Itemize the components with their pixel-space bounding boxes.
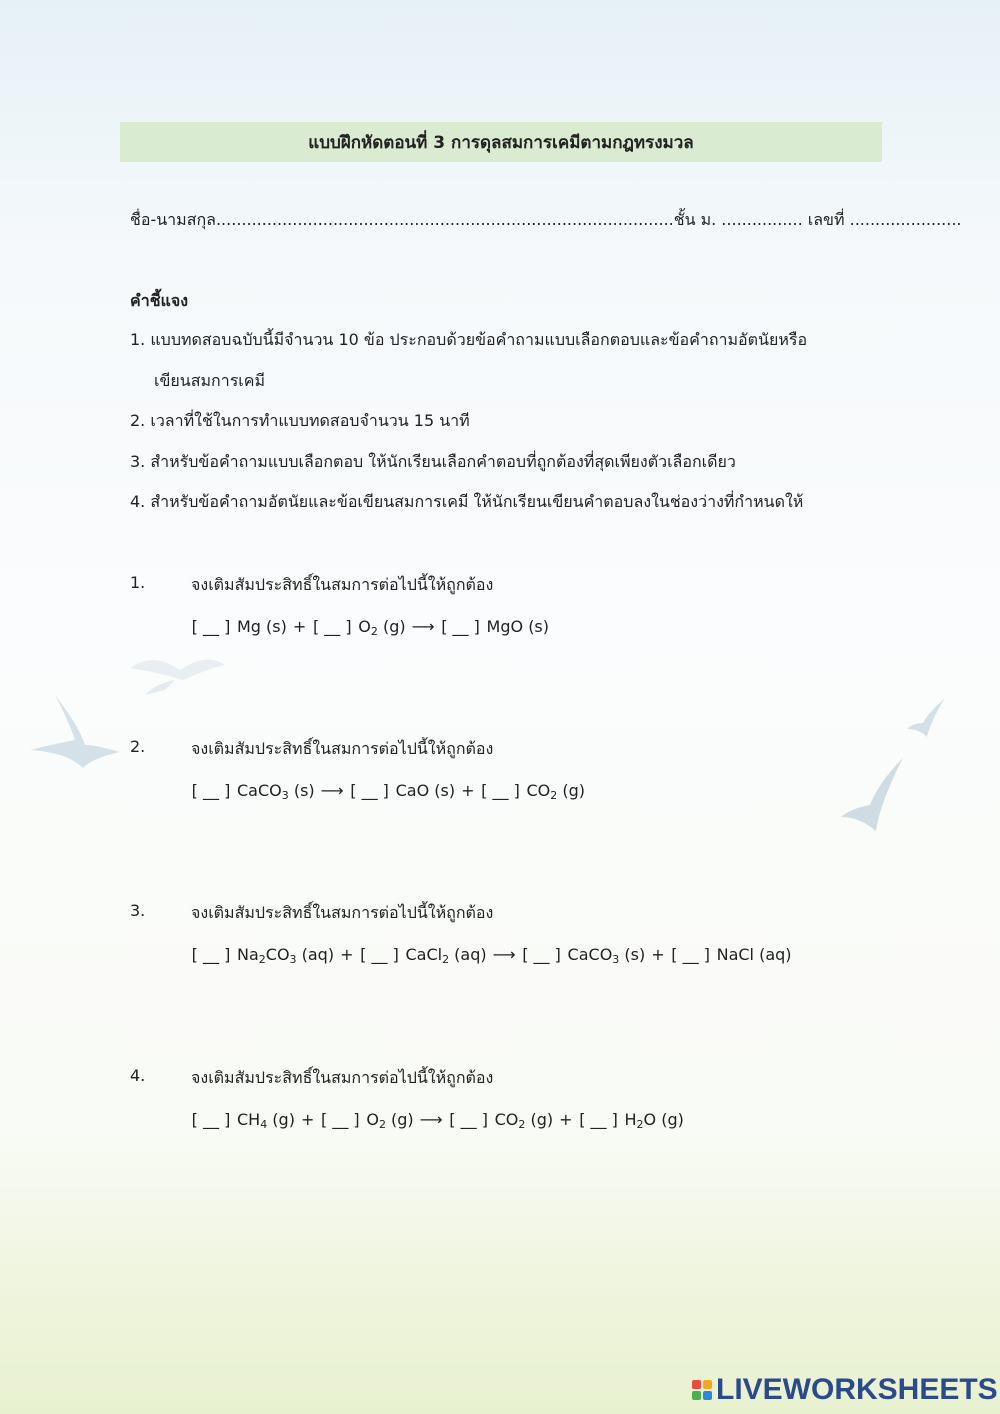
- instructions-heading: คำชี้แจง: [130, 291, 189, 310]
- bird-decoration-icon: [838, 755, 908, 833]
- instruction-item: 1. แบบทดสอบฉบับนี้มีจำนวน 10 ข้อ ประกอบด้วยข้อคำถามแบบเลือกตอบและข้อคำถามอัตนัยหรือ: [130, 330, 808, 349]
- question-number: 4.: [130, 1066, 146, 1085]
- chemical-formula: $O_2$ (g): [366, 1110, 414, 1131]
- plus-sign: +: [292, 617, 307, 636]
- coefficient-blank[interactable]: [ __ ]: [191, 1110, 231, 1129]
- student-info-line[interactable]: ชื่อ-นามสกุล..........................................................................................ชั้น ม. ................ เลขที่ ......................: [130, 210, 962, 229]
- equation-term: [671, 945, 792, 964]
- equation-term: [480, 781, 585, 802]
- bird-decoration-icon: [125, 640, 230, 700]
- equation-term: [522, 945, 646, 966]
- logo-square: [703, 1391, 712, 1400]
- chemical-formula: Mg (s): [237, 617, 287, 636]
- plus-sign: +: [651, 945, 665, 964]
- equation-term: [191, 617, 287, 636]
- chemical-formula: CaO (s): [395, 781, 456, 800]
- coefficient-blank[interactable]: [ __ ]: [321, 1110, 360, 1129]
- equation-term: [441, 617, 549, 636]
- chemical-formula: $O_2$ (g): [358, 617, 406, 638]
- chemical-equation: [191, 781, 585, 802]
- logo-text: LIVEWORKSHEETS: [716, 1373, 998, 1406]
- plus-sign: +: [300, 1110, 315, 1129]
- plus-sign: +: [461, 781, 475, 800]
- bird-decoration-icon: [25, 690, 125, 780]
- coefficient-blank[interactable]: [ __ ]: [449, 1110, 488, 1129]
- coefficient-blank[interactable]: [ __ ]: [360, 945, 399, 964]
- chemical-formula: $CH_4$ (g): [237, 1110, 295, 1131]
- chemical-formula: MgO (s): [486, 617, 550, 636]
- chemical-formula: CaCO$_3$ (s): [567, 945, 646, 966]
- logo-square: [703, 1380, 712, 1389]
- question-number: 3.: [130, 901, 146, 920]
- chemical-formula: $CO_2$ (g): [494, 1110, 554, 1131]
- coefficient-blank[interactable]: [ __ ]: [522, 945, 561, 964]
- coefficient-blank[interactable]: [ __ ]: [481, 781, 520, 800]
- equation-term: [350, 781, 455, 800]
- plus-sign: +: [559, 1110, 573, 1129]
- coefficient-blank[interactable]: [ __ ]: [191, 781, 231, 800]
- instruction-item: 4. สำหรับข้อคำถามอัตนัยและข้อเขียนสมการเคมี ให้นักเรียนเขียนคำตอบลงในช่องว่างที่กำหนดให้: [130, 492, 804, 511]
- coefficient-blank[interactable]: [ __ ]: [191, 617, 231, 636]
- liveworksheets-logo: [692, 1372, 998, 1408]
- liveworksheets-mark-icon: [692, 1380, 712, 1400]
- equation-term: [359, 945, 486, 966]
- question-number: 1.: [130, 573, 146, 592]
- equation-term: [320, 1110, 413, 1131]
- reaction-arrow-icon: ⟶: [411, 617, 435, 636]
- chemical-equation: [191, 1110, 684, 1131]
- coefficient-blank[interactable]: [ __ ]: [671, 945, 710, 964]
- chemical-formula: $CO_2$ (g): [526, 781, 585, 802]
- chemical-formula: NaCl (aq): [716, 945, 792, 964]
- question-prompt: จงเติมสัมประสิทธิ์ในสมการต่อไปนี้ให้ถูกต้อง: [191, 1068, 494, 1087]
- chemical-formula: CaCO$_3$ (s): [237, 781, 315, 802]
- coefficient-blank[interactable]: [ __ ]: [312, 617, 352, 636]
- chemical-formula: $H_2O$ (g): [624, 1110, 684, 1131]
- coefficient-blank[interactable]: [ __ ]: [579, 1110, 618, 1129]
- logo-square: [692, 1380, 701, 1389]
- question-prompt: จงเติมสัมประสิทธิ์ในสมการต่อไปนี้ให้ถูกต้อง: [191, 903, 494, 922]
- equation-term: [191, 1110, 295, 1131]
- coefficient-blank[interactable]: [ __ ]: [191, 945, 231, 964]
- instruction-item: 2. เวลาที่ใช้ในการทำแบบทดสอบจำนวน 15 นาที: [130, 411, 470, 430]
- coefficient-blank[interactable]: [ __ ]: [441, 617, 480, 636]
- question-prompt: จงเติมสัมประสิทธิ์ในสมการต่อไปนี้ให้ถูกต้อง: [191, 575, 494, 594]
- equation-term: [312, 617, 405, 638]
- bird-decoration-icon: [905, 695, 950, 740]
- chemical-formula: $Na_2CO_3$ (aq): [237, 945, 335, 966]
- question-number: 2.: [130, 737, 146, 756]
- equation-term: [449, 1110, 554, 1131]
- coefficient-blank[interactable]: [ __ ]: [350, 781, 389, 800]
- equation-term: [191, 945, 334, 966]
- chemical-formula: CaCl$_2$ (aq): [405, 945, 487, 966]
- chemical-equation: [191, 617, 549, 638]
- chemical-equation: [191, 945, 792, 966]
- reaction-arrow-icon: ⟶: [320, 781, 344, 800]
- equation-term: [191, 781, 315, 802]
- question-prompt: จงเติมสัมประสิทธิ์ในสมการต่อไปนี้ให้ถูกต้อง: [191, 739, 494, 758]
- plus-sign: +: [340, 945, 354, 964]
- equation-term: [579, 1110, 684, 1131]
- worksheet-title: แบบฝึกหัดตอนที่ 3 การดุลสมการเคมีตามกฎทรงมวล: [120, 122, 882, 162]
- reaction-arrow-icon: ⟶: [492, 945, 516, 964]
- instruction-item-continued: เขียนสมการเคมี: [154, 371, 266, 390]
- logo-square: [692, 1391, 701, 1400]
- instruction-item: 3. สำหรับข้อคำถามแบบเลือกตอบ ให้นักเรียนเลือกคำตอบที่ถูกต้องที่สุดเพียงตัวเลือกเดียว: [130, 452, 736, 471]
- reaction-arrow-icon: ⟶: [419, 1110, 443, 1129]
